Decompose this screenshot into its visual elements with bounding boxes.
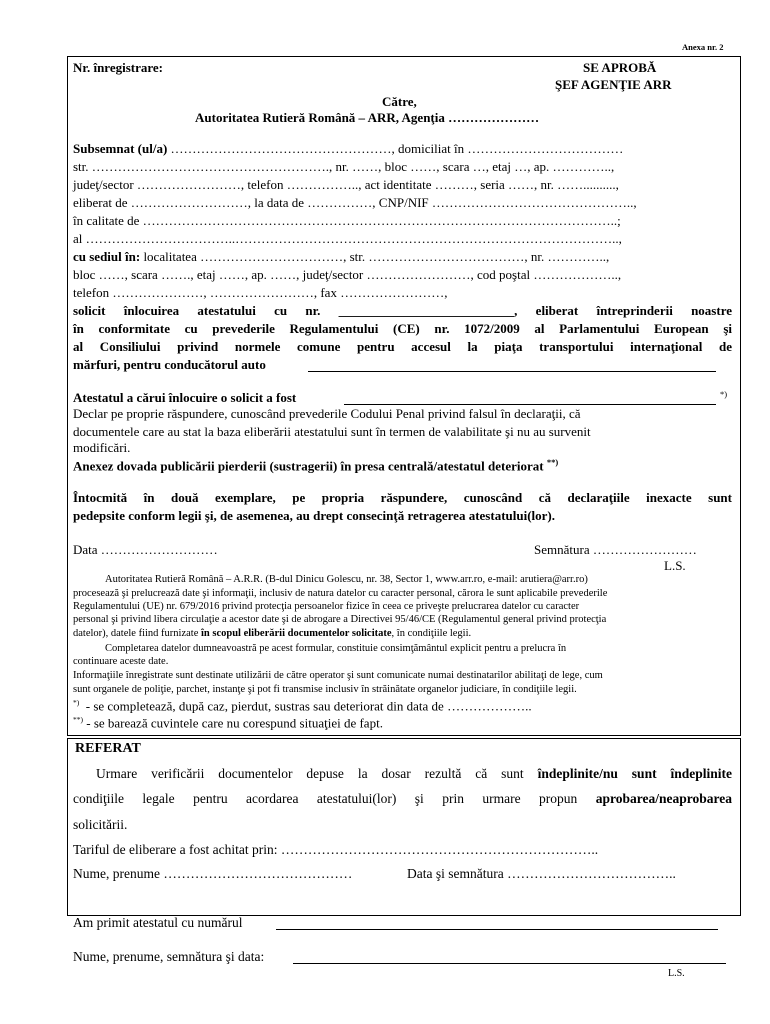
driver-name-line	[308, 371, 716, 372]
addressee-to: Către,	[382, 94, 417, 109]
signature-field: Semnătura ……………………	[534, 542, 697, 557]
headquarters-label: cu sediul în:	[73, 249, 141, 264]
footer-seal-placeholder: L.S.	[668, 968, 685, 979]
privacy-line-5-a: datelor), datele fiind furnizate	[73, 628, 201, 639]
fee-line: Tariful de eliberare a fost achitat prin: ……………………………………………………………..	[73, 842, 599, 857]
footnote-2-mark: **)	[73, 715, 83, 724]
referat-line-3: solicitării.	[73, 817, 128, 832]
annex-proof-line	[73, 457, 558, 474]
privacy-line-1: Autoritatea Rutieră Română – A.R.R. (B-dul Dinicu Golescu, nr. 38, Sector 1, www.arr.ro, e-mail: arutiera@arr.ro)	[105, 574, 588, 585]
footnote-2-text: - se barează cuvintele care nu corespund situaţiei de fapt.	[86, 715, 383, 731]
subsemnat-label: Subsemnat (ul/a)	[73, 141, 168, 156]
privacy-line-7: continuare aceste date.	[73, 656, 169, 667]
referat-title: REFERAT	[75, 741, 141, 756]
form-line-subsemnat	[73, 141, 623, 157]
privacy-line-5	[73, 628, 471, 639]
referat-name-field: Nume, prenume ……………………………………	[73, 866, 353, 881]
privacy-line-5-b: în scopul eliberării documentelor solicitate	[200, 628, 392, 639]
replacement-label: Atestatul a cărui înlocuire o solicit a fost	[73, 390, 297, 405]
referat-fulfilled: îndeplinite/nu sunt îndeplinite	[537, 766, 733, 781]
referat-line-1	[96, 766, 732, 782]
annex-number: Anexa nr. 2	[682, 42, 724, 52]
privacy-line-3: Regulamentului (UE) nr. 679/2016 privind protecţia persoanelor fizice în ceea ce priveşte prelucrarea datelor cu caracter	[73, 601, 580, 612]
declaration-line-1: Declar pe proprie răspundere, cunoscând prevederile Codului Penal privind falsul în declaraţii, că	[73, 406, 581, 421]
replacement-reason-line	[344, 404, 716, 405]
date-field: Data ………………………	[73, 542, 218, 557]
form-line-building: bloc ……, scara ……., etaj ……, ap. ……, judeţ/sector ……………………, cod poştal ………………..,	[73, 267, 622, 282]
addressee-authority: Autoritatea Rutieră Română – ARR, Agenţia …………………	[195, 110, 540, 125]
footnote-1-mark: *)	[73, 698, 80, 707]
form-line-of: al ……………………………..……………………………………………………………………………..,	[73, 231, 622, 246]
footnote-2	[73, 715, 383, 731]
approval-title: SE APROBĂ	[583, 60, 657, 75]
form-line-county: judeţ/sector ……………………, telefon …………….., act identitate ………, seria ……, nr. ……..........,	[73, 177, 619, 192]
request-line-2: în conformitate cu prevederile Regulamentului (CE) nr. 1072/2009 al Parlamentului European şi	[73, 321, 732, 336]
referat-line-1-text: Urmare verificării documentelor depuse la dosar rezultă că sunt	[96, 766, 524, 781]
referat-date-signature-field: Data şi semnătura ………………………………..	[407, 866, 676, 881]
replacement-footnote-mark: *)	[720, 389, 728, 399]
form-line-issued: eliberat de ………………………, la data de ……………, CNP/NIF ………………………………………..,	[73, 195, 637, 210]
privacy-line-6: Completarea datelor dumneavoastră pe acest formular, constituie consimţământul explicit pentru a prelucra în	[105, 643, 567, 654]
form-line-capacity: în calitate de ………………………………………………………………………………………………..;	[73, 213, 621, 228]
declaration-line-3: modificări.	[73, 440, 131, 455]
privacy-line-9: sunt organele de poliţie, parchet, instanţe şi pot fi transmise inclusiv în străinătate organelor judiciare, în condiţiile legii.	[73, 684, 577, 695]
received-number-line	[276, 929, 718, 930]
annex-footnote-mark: **)	[546, 457, 559, 467]
made-line-2: pedepsite conform legii şi, de asemenea, au drept consecinţă retragerea atestatului(lor).	[73, 508, 555, 523]
made-line-1: Întocmită în două exemplare, pe propria răspundere, cunoscând că declaraţiile inexacte sunt	[73, 490, 732, 505]
approval-agency-head: ŞEF AGENŢIE ARR	[555, 77, 672, 92]
referat-box	[67, 738, 741, 916]
recipient-line	[293, 963, 726, 964]
request-line-1: solicit înlocuirea atestatului cu nr. ___________________________, eliberat întreprinderii noastre	[73, 303, 732, 318]
form-line-headquarters	[73, 249, 609, 265]
privacy-line-2: procesează şi prelucrează date şi informaţii, inclusiv de natura datelor cu caracter personal, cărora le sunt aplicabile prevederile	[73, 588, 608, 599]
privacy-line-8: Informaţiile înregistrate sunt destinate utilizării de către operator şi sunt comunicate numai destinatarilor abilitaţi de lege, cum	[73, 670, 603, 681]
footnote-1	[73, 698, 532, 714]
footnote-1-text: - se completează, după caz, pierdut, sustras sau deteriorat din data de ………………..	[85, 698, 532, 714]
headquarters-field: localitatea ……………………………, str. ………………………………, nr. …………..,	[143, 249, 610, 264]
request-line-3: al Consiliului privind normele comune pentru accesul la piaţa transportului internaţional de	[73, 339, 732, 354]
privacy-line-5-c: , în condiţiile legii.	[391, 628, 472, 639]
referat-approval: aprobarea/neaprobarea	[595, 791, 732, 806]
annex-proof-text: Anexez dovada publicării pierderii (sustragerii) în presa centrală/atestatul deteriorat	[73, 458, 544, 474]
form-line-phone: telefon …………………, ……………………, fax ……………………,	[73, 285, 448, 300]
recipient-label: Nume, prenume, semnătura şi data:	[73, 949, 265, 964]
request-line-4: mărfuri, pentru conducătorul auto	[73, 357, 266, 372]
subsemnat-field: ……………………………………………, domiciliat în ………………………………	[170, 141, 624, 156]
seal-placeholder: L.S.	[664, 558, 686, 573]
privacy-line-4: personal şi privind libera circulaţie a acestor date şi de abrogare a Directivei 95/46/CE (Regulamentul general privind protecţia	[73, 614, 607, 625]
declaration-line-2: documentele care au stat la baza eliberării atestatului sunt în termen de valabilitate şi nu au survenit	[73, 424, 591, 439]
registration-label: Nr. înregistrare:	[73, 60, 164, 75]
referat-line-2	[73, 791, 732, 807]
referat-line-2-text: condiţiile legale pentru acordarea atestatului(lor) şi prin urmare propun	[73, 791, 578, 806]
received-label: Am primit atestatul cu numărul	[73, 915, 243, 930]
form-line-street: str. ………………………………………………., nr. ……, bloc ……, scara …, etaj …, ap. …………..,	[73, 159, 615, 174]
